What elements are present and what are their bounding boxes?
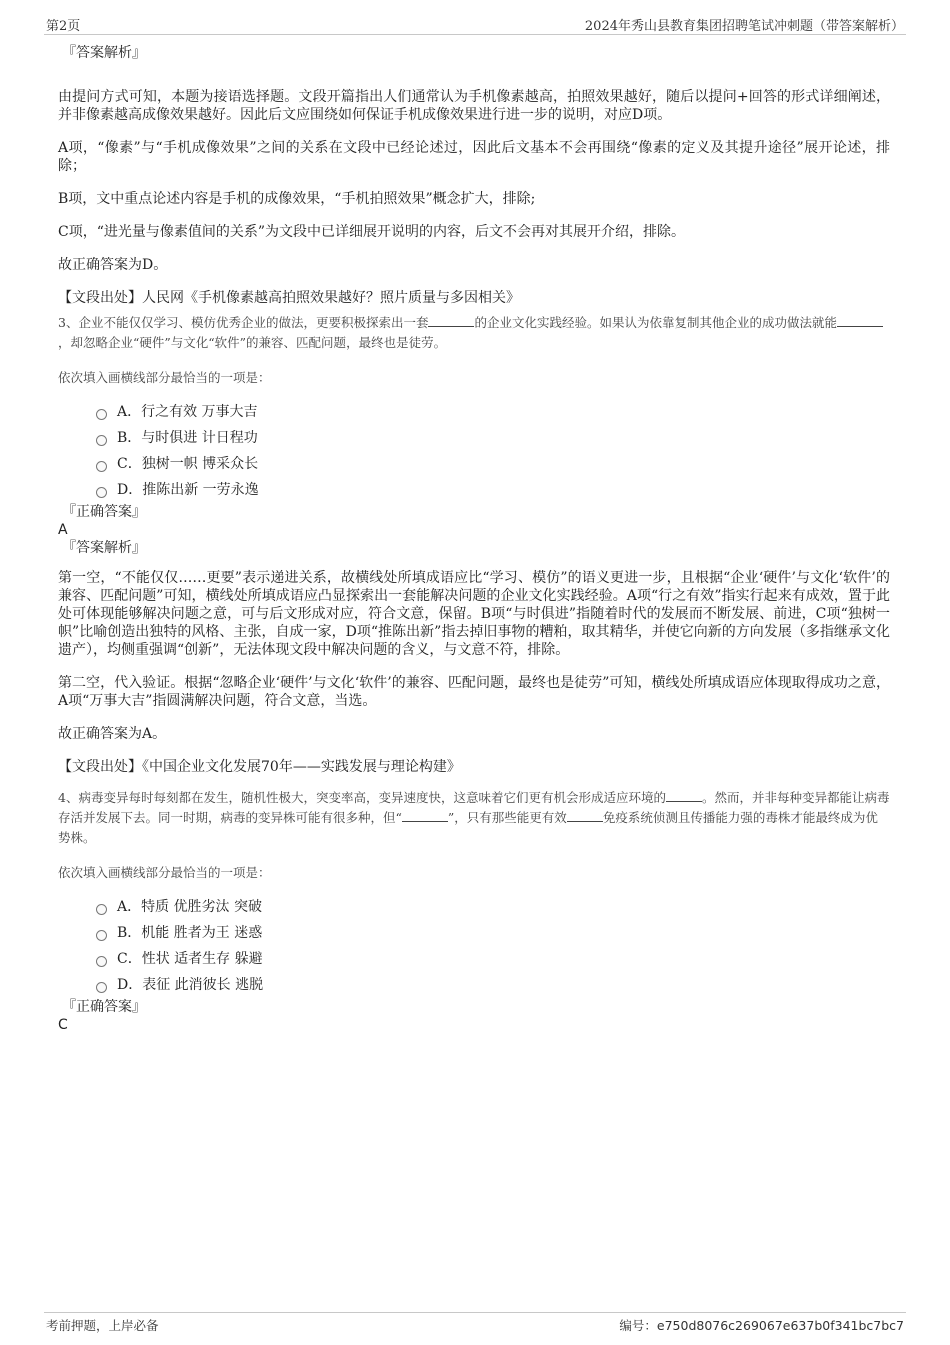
- q3-answer: A: [58, 522, 68, 538]
- radio-icon[interactable]: [96, 982, 107, 993]
- q4-blank-2: [402, 809, 448, 822]
- q4-options: [58, 894, 890, 998]
- q3-analysis-label: 『答案解析』: [62, 540, 146, 556]
- radio-icon[interactable]: [96, 930, 107, 941]
- page-footer: [44, 1312, 906, 1333]
- q3-conclusion: 故正确答案为A。: [58, 726, 167, 742]
- q4-blank-1: [666, 789, 702, 802]
- q4-blank-3: [567, 809, 603, 822]
- q4-prompt: 依次填入画横线部分最恰当的一项是：: [58, 865, 271, 880]
- radio-icon[interactable]: [96, 904, 107, 915]
- footer-slogan: 考前押题，上岸必备: [46, 1318, 159, 1333]
- page-header: [44, 14, 906, 35]
- q3-option-d[interactable]: D．推陈出新 一劳永逸: [96, 477, 890, 503]
- q3-blank-2: [837, 314, 883, 327]
- footer-code: 编号：e750d8076c269067e637b0f341bc7bc7: [619, 1318, 904, 1333]
- q3-option-b[interactable]: B．与时俱进 计日程功: [96, 425, 890, 451]
- q4-answer-label: 『正确答案』: [62, 999, 146, 1015]
- q3-prompt: 依次填入画横线部分最恰当的一项是：: [58, 370, 271, 385]
- page-content: [58, 44, 890, 1034]
- q4-option-d[interactable]: D．表征 此消彼长 逃脱: [96, 972, 890, 998]
- radio-icon[interactable]: [96, 409, 107, 420]
- q3-analysis-para1: 第一空，“不能仅仅……更要”表示递进关系，故横线处所填成语应比“学习、模仿”的语义更进一步，且根据“企业‘硬件’与文化‘软件’的兼容、匹配问题”可知，横线处所填成语应凸显探索出一套能解决问题的企业文化实践经验。A项“行之有效”指实行起来有成效，置于此处可体现能够解决问题之意，可与后文形成对应，符合文意，保留。B项“与时俱进”指随着时代的发展而不断发展、前进，C项“独树一帜”比喻创造出独特的风格、主张，自成一家，D项“推陈出新”指去掉旧事物的糟粕，取其精华，并使它向新的方向发展（多指继承文化遗产），均侧重强调“创新”，无法体现文段中解决问题的含义，与文意不符，排除。: [58, 570, 890, 658]
- q3-source: 【文段出处】《中国企业文化发展70年——实践发展与理论构建》: [58, 759, 461, 775]
- q2-analysis-option-b: B项，文中重点论述内容是手机的成像效果，“手机拍照效果”概念扩大，排除;: [58, 191, 536, 207]
- q4-option-b[interactable]: B．机能 胜者为王 迷惑: [96, 920, 890, 946]
- radio-icon[interactable]: [96, 487, 107, 498]
- q4-stem: 4、病毒变异每时每刻都在发生，随机性极大，突变率高，变异速度快，这意味着它们更有机会形成适应环境的 。然而，并非每种变异都能让病毒存活并发展下去。同一时期，病毒的变异株可能有很多种，但“ ”，只有那些能更有效 免疫系统侦测且传播能力强的毒株才能最终成为优势株。: [58, 790, 890, 845]
- q3-blank-1: [428, 314, 474, 327]
- q3-option-a[interactable]: A．行之有效 万事大吉: [96, 399, 890, 425]
- q2-analysis-label: 『答案解析』: [62, 45, 146, 61]
- page-number: 第2页: [46, 19, 81, 34]
- q4-answer: C: [58, 1017, 68, 1033]
- q3-answer-label: 『正确答案』: [62, 504, 146, 520]
- q2-analysis-intro: 由提问方式可知，本题为接语选择题。文段开篇指出人们通常认为手机像素越高，拍照效果越好，随后以提问+回答的形式详细阐述，并非像素越高成像效果越好。因此后文应围绕如何保证手机成像效果进行进一步的说明，对应D项。: [58, 89, 890, 123]
- q2-analysis-option-c: C项，“进光量与像素值间的关系”为文段中已详细展开说明的内容，后文不会再对其展开介绍，排除。: [58, 224, 686, 240]
- q3-option-c[interactable]: C．独树一帜 博采众长: [96, 451, 890, 477]
- q2-conclusion: 故正确答案为D。: [58, 257, 168, 273]
- q3-options: [58, 399, 890, 503]
- radio-icon[interactable]: [96, 461, 107, 472]
- q2-analysis-option-a: A项，“像素”与“手机成像效果”之间的关系在文段中已经论述过，因此后文基本不会再围绕“像素的定义及其提升途径”展开论述，排除；: [58, 140, 890, 174]
- radio-icon[interactable]: [96, 435, 107, 446]
- q3-analysis-para2: 第二空，代入验证。根据“忽略企业‘硬件’与文化‘软件’的兼容、匹配问题，最终也是徒劳”可知，横线处所填成语应体现取得成功之意，A项“万事大吉”指圆满解决问题，符合文意，当选。: [58, 675, 890, 709]
- document-title: 2024年秀山县教育集团招聘笔试冲刺题（带答案解析）: [584, 19, 904, 34]
- q4-option-c[interactable]: C．性状 适者生存 躲避: [96, 946, 890, 972]
- q3-stem: 3、企业不能仅仅学习、模仿优秀企业的做法，更要积极探索出一套 的企业文化实践经验。如果认为依靠复制其他企业的成功做法就能，却忽略企业“硬件”与文化“软件”的兼容、匹配问题，最终也是徒劳。: [58, 313, 890, 353]
- q2-source: 【文段出处】人民网《手机像素越高拍照效果越好？照片质量与多因相关》: [58, 290, 520, 306]
- radio-icon[interactable]: [96, 956, 107, 967]
- q4-option-a[interactable]: A．特质 优胜劣汰 突破: [96, 894, 890, 920]
